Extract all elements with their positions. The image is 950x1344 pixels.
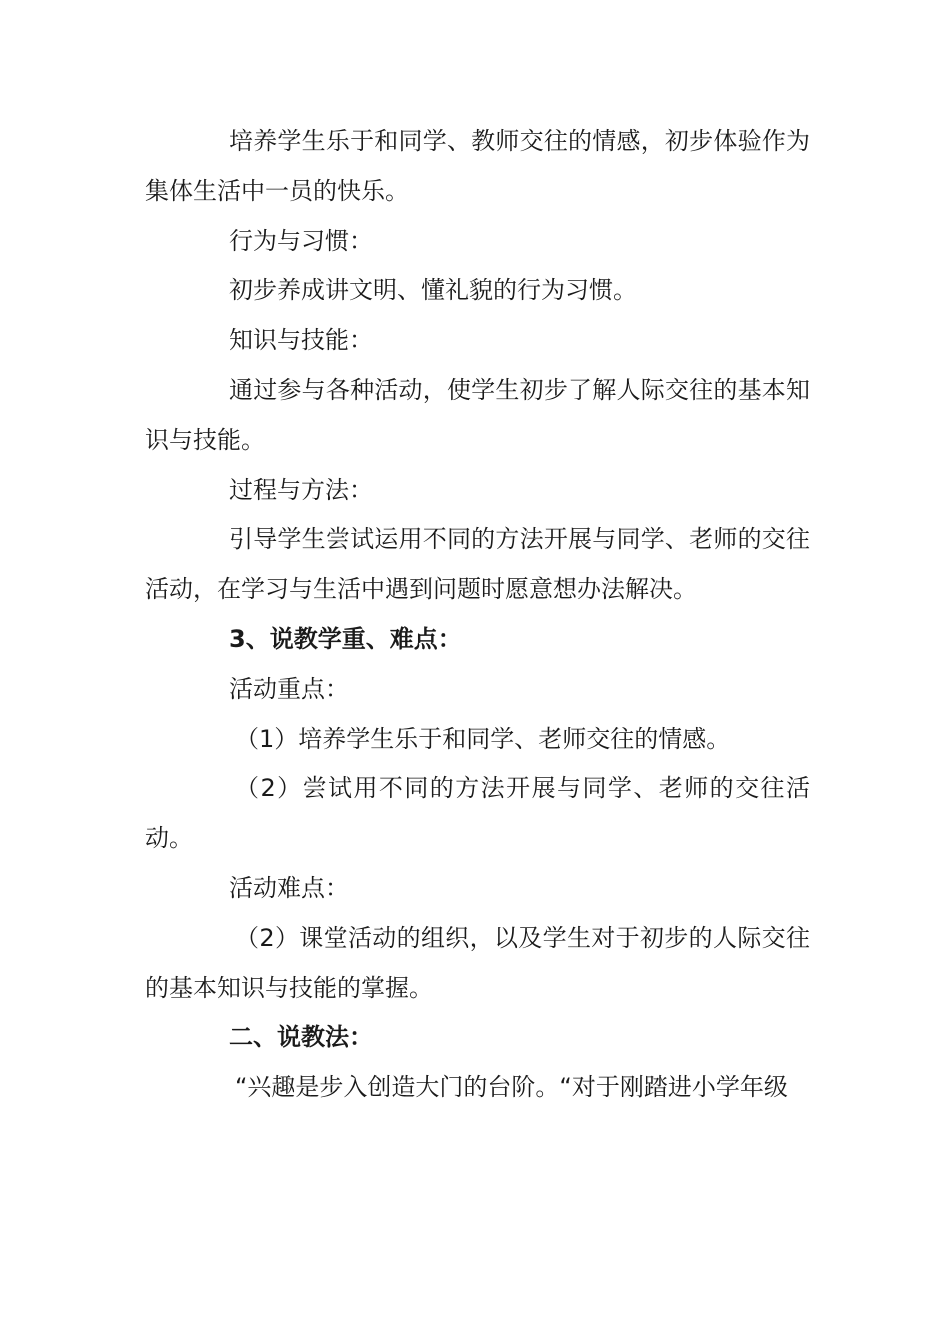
heading-activity-difficulty: 活动难点： xyxy=(229,873,349,902)
heading-activity-focus: 活动重点： xyxy=(229,674,349,703)
list-item-difficulty-2: （2）课堂活动的组织，以及学生对于初步的人际交往的基本知识与技能的掌握。 xyxy=(145,923,810,1002)
paragraph-goal-emotion: 培养学生乐于和同学、教师交往的情感，初步体验作为集体生活中一员的快乐。 xyxy=(145,127,810,205)
section-heading-teaching-method: 二、说教法： xyxy=(229,1023,373,1052)
heading-knowledge-skills: 知识与技能： xyxy=(229,326,373,355)
list-item-focus-2: （2）尝试用不同的方法开展与同学、老师的交往活动。 xyxy=(145,774,810,853)
heading-process-methods: 过程与方法： xyxy=(229,475,373,504)
document-body xyxy=(145,117,810,1113)
heading-behavior-habits: 行为与习惯： xyxy=(229,226,373,255)
paragraph-knowledge-skills: 通过参与各种活动，使学生初步了解人际交往的基本知识与技能。 xyxy=(145,375,810,454)
paragraph-teaching-method-intro: “兴趣是步入创造大门的台阶。“对于刚踏进小学年级 xyxy=(235,1073,788,1102)
paragraph-behavior-habits: 初步养成讲文明、懂礼貌的行为习惯。 xyxy=(229,276,637,305)
paragraph-process-methods: 引导学生尝试运用不同的方法开展与同学、老师的交往活动，在学习与生活中遇到问题时愿意想办法解决。 xyxy=(145,525,810,604)
section-heading-key-points: 3、说教学重、难点： xyxy=(229,624,462,653)
list-item-focus-1: （1）培养学生乐于和同学、老师交往的情感。 xyxy=(235,724,731,753)
